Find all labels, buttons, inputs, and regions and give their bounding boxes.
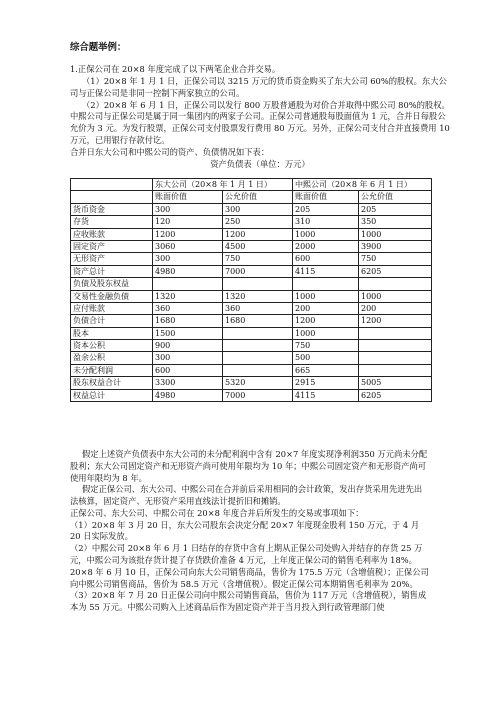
table-row [71,290,432,302]
value-cell: 1200 [359,315,432,327]
row-label-cell: 无形资产 [71,253,153,265]
value-cell: 7000 [223,389,293,401]
row-label-cell: 应付账款 [71,302,153,314]
row-label-cell: 负债合计 [71,315,153,327]
value-cell: 3060 [153,240,223,252]
table-row [71,203,432,215]
row-label-cell: 负债及股东权益 [71,278,153,290]
row-label-cell: 固定资产 [71,240,153,252]
value-cell: 1000 [359,228,432,240]
value-cell [359,327,432,339]
value-cell: 360 [153,302,223,314]
value-cell: 750 [359,253,432,265]
value-cell: 300 [153,253,223,265]
value-cell: 200 [293,302,359,314]
value-cell [223,364,293,376]
value-cell [359,340,432,352]
value-cell [223,327,293,339]
row-label-cell: 货币资金 [71,203,153,215]
transaction-item-2: （2）中熙公司 20×8 年 6 月 1 日结存的存货中含有上期从正保公司处购入并结存的存货 25 万元，中熙公司为该批存货计提了存货跌价准备 4 万元，上年度正保公司的销售毛利率为 18%。 [70,543,423,566]
subheader-cell: 公允价值 [359,191,432,203]
value-cell [223,340,293,352]
subheader-cell: 账面价值 [153,191,223,203]
value-cell: 1200 [223,228,293,240]
row-label-cell: 未分配利润 [71,364,153,376]
group-header-dongda: 东大公司（20×8 年 1 月 1 日） [153,179,293,191]
table-caption: 资产负债表（单位：万元） [210,158,310,169]
value-cell: 2000 [293,240,359,252]
intro-section [70,41,450,170]
value-cell: 200 [359,302,432,314]
value-cell: 1200 [293,315,359,327]
group-header-zhongxi: 中熙公司（20×8 年 6 月 1 日） [293,179,432,191]
value-cell: 1000 [293,228,359,240]
value-cell: 1200 [153,228,223,240]
assumption-paragraph-2: 假定正保公司、东大公司、中熙公司在合并前后采用相同的会计政策，发出存货采用先进先出法核算，固定资产、无形资产采用直线法计提折旧和摊销。 [70,484,423,507]
value-cell: 6205 [359,265,432,277]
assumption-paragraph-1: 假定上述资产负债表中东大公司的未分配利润中含有 20×7 年度实现净利润350 万元尚未分配股利；东大公司固定资产和无形资产尚可使用年限均为 10 年；中熙公司固定资产和无形资产尚可使用年限均为 8 年。 [70,449,428,483]
intro-paragraph-2: （2）20×8 年 6 月 1 日，正保公司以发行 800 万股普通股为对价合并取得中熙公司 80%的股权。中熙公司与正保公司是属于同一集团内的两家子公司。正保公司普通股每股面值为 1 元，合并日每股公允价为 3 元。为发行股票，正保公司支付股票发行费用 80 万元。另外，正保公司支付合并直接费用 10 万元，已用银行存款付讫。 [70,99,450,146]
transaction-item-2-continued: 20×8 年 6 月 10 日，正保公司向东大公司销售商品，售价为 175.5 万元（含增值税）；正保公司向中熙公司销售商品，售价为 58.5 万元（含增值税）。假定正保公司本期销售毛利率为 20%。 [70,566,429,589]
table-row [71,216,432,228]
value-cell: 1500 [153,327,223,339]
table-row [71,340,432,352]
header-empty-cell [71,179,153,191]
page-heading: 综合题举例： [70,42,127,53]
value-cell: 500 [293,352,359,364]
row-label-cell: 应收账款 [71,228,153,240]
value-cell: 750 [223,253,293,265]
value-cell: 205 [293,203,359,215]
value-cell [223,352,293,364]
value-cell: 1320 [153,290,223,302]
table-row [71,315,432,327]
value-cell [293,278,359,290]
value-cell: 310 [293,216,359,228]
transactions-lead: 正保公司、东大公司、中熙公司在 20×8 年度合并后所发生的交易或事项如下： [70,507,364,518]
table-row [71,240,432,252]
value-cell: 5005 [359,377,432,389]
value-cell: 350 [359,216,432,228]
value-cell: 4980 [153,265,223,277]
row-label-cell: 权益总计 [71,389,153,401]
table-body [71,203,432,401]
table-subheader-row [71,191,432,203]
table-row [71,327,432,339]
value-cell: 360 [223,302,293,314]
table-header-row [71,179,432,191]
value-cell: 600 [293,253,359,265]
table-row [71,302,432,314]
value-cell: 1680 [153,315,223,327]
table-row [71,377,432,389]
row-label-cell: 资产总计 [71,265,153,277]
table-row [71,364,432,376]
row-label-cell: 交易性金融负债 [71,290,153,302]
value-cell: 3300 [153,377,223,389]
value-cell: 5320 [223,377,293,389]
balance-sheet-table [70,178,432,402]
table-row [71,253,432,265]
table-row [71,352,432,364]
value-cell: 250 [223,216,293,228]
row-label-cell: 资本公积 [71,340,153,352]
value-cell [359,278,432,290]
value-cell: 1000 [293,290,359,302]
value-cell: 600 [153,364,223,376]
row-label-cell: 股东权益合计 [71,377,153,389]
value-cell [359,352,432,364]
value-cell: 300 [153,203,223,215]
table-row [71,265,432,277]
subheader-cell: 账面价值 [293,191,359,203]
value-cell [359,364,432,376]
value-cell: 750 [293,340,359,352]
value-cell: 1000 [293,327,359,339]
intro-paragraph-1: （1）20×8 年 1 月 1 日，正保公司以 3215 万元的货币资金购买了东大公司 60%的股权。东大公司与正保公司是非同一控制下两家独立的公司。 [70,76,447,98]
value-cell: 900 [153,340,223,352]
value-cell: 4115 [293,265,359,277]
transaction-item-1: （1）20×8 年 3 月 20 日，东大公司股东会决定分配 20×7 年度现金股利 150 万元，于 4 月 20 日实际发放。 [70,519,420,542]
value-cell: 6205 [359,389,432,401]
transaction-item-3: （3）20×8 年 7 月 20 日正保公司向中熙公司销售商品，售价为 117 万元（含增值税），销售成本为 55 万元。中熙公司购入上述商品后作为固定资产并于当月投入到行政管理部门使 [70,590,427,613]
table-row [71,228,432,240]
value-cell: 300 [153,352,223,364]
value-cell: 7000 [223,265,293,277]
row-label-cell: 盈余公积 [71,352,153,364]
value-cell: 120 [153,216,223,228]
followup-section [70,449,430,614]
value-cell: 4500 [223,240,293,252]
value-cell: 2915 [293,377,359,389]
value-cell: 1000 [359,290,432,302]
value-cell: 300 [223,203,293,215]
value-cell: 1680 [223,315,293,327]
subheader-cell: 公允价值 [223,191,293,203]
table-row [71,278,432,290]
value-cell: 3900 [359,240,432,252]
row-label-cell: 存货 [71,216,153,228]
value-cell [153,278,223,290]
value-cell: 665 [293,364,359,376]
subheader-empty-cell [71,191,153,203]
value-cell: 1320 [223,290,293,302]
row-label-cell: 股本 [71,327,153,339]
value-cell: 4115 [293,389,359,401]
intro-line: 1.正保公司在 20×8 年度完成了以下两笔企业合并交易。 [70,64,281,75]
value-cell: 205 [359,203,432,215]
intro-table-lead: 合并日东大公司和中熙公司的资产、负债情况如下表： [70,146,270,157]
value-cell: 4980 [153,389,223,401]
table-row [71,389,432,401]
value-cell [223,278,293,290]
